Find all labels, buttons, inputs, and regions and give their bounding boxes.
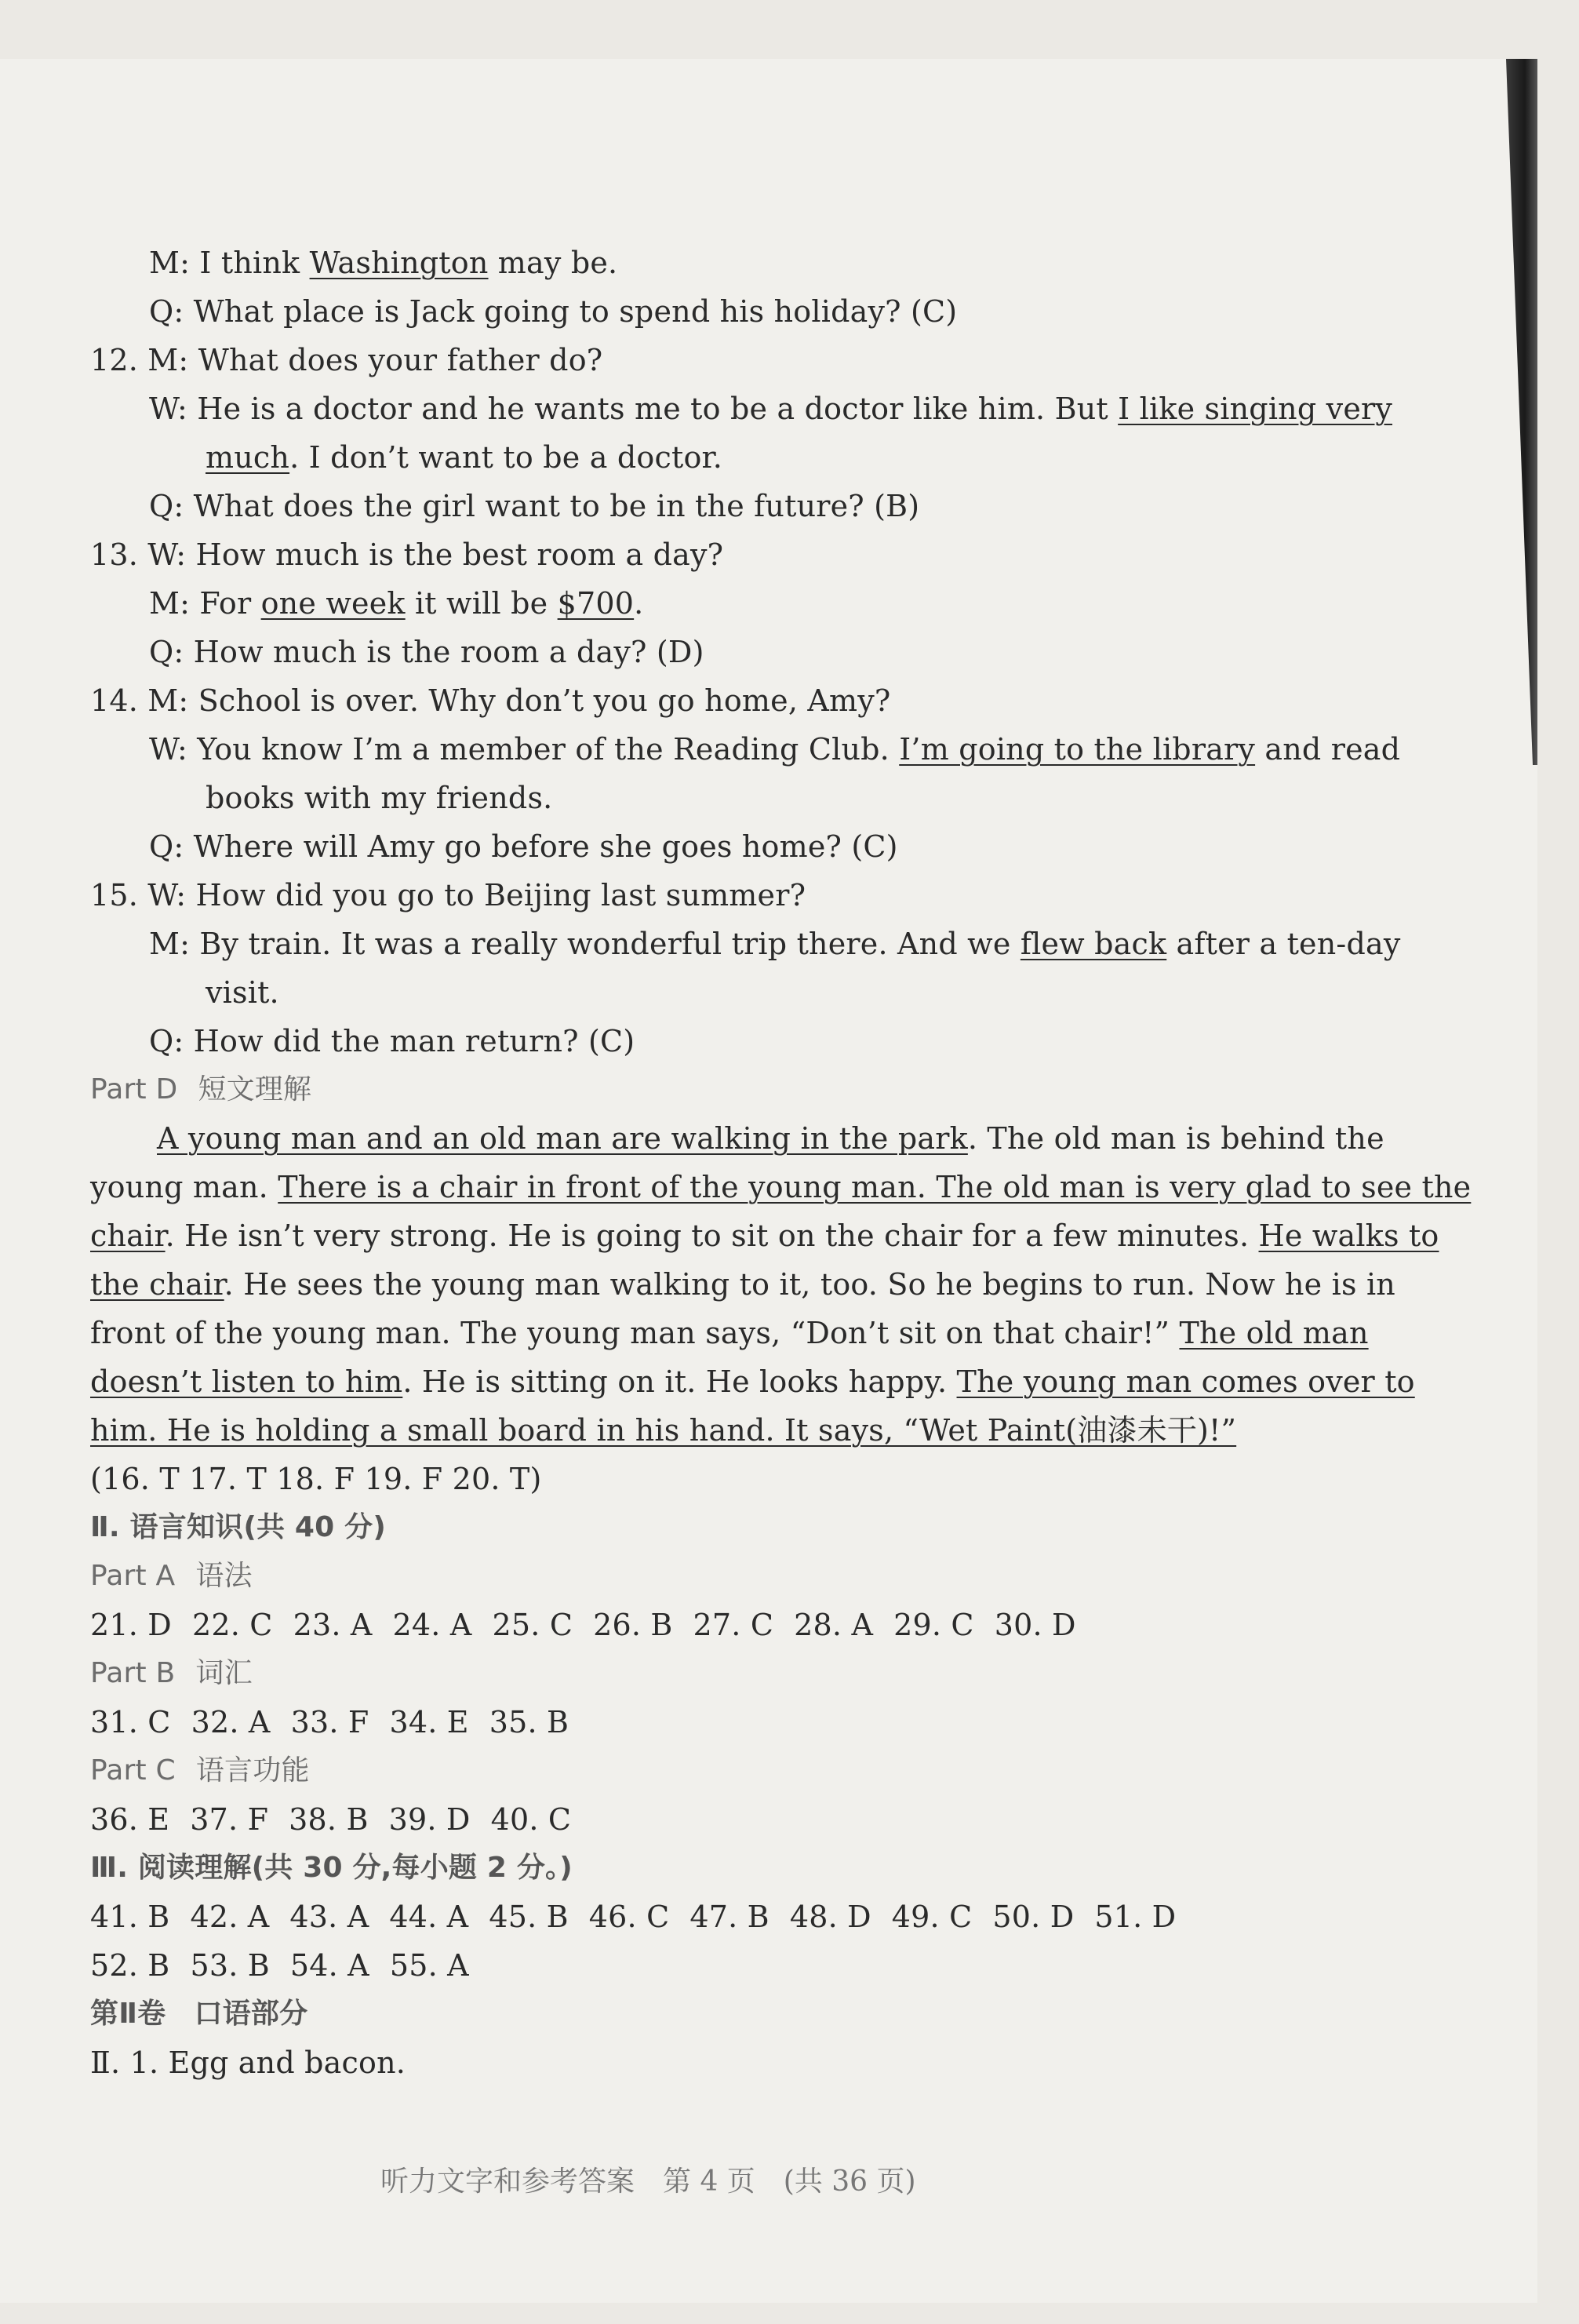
part-heading: Part B 词汇: [90, 1657, 253, 1689]
part-heading: Part A 语法: [90, 1560, 253, 1592]
text-line: M: I think Washington may be.: [149, 246, 618, 280]
text-line: visit.: [206, 975, 279, 1010]
answer-line: 31. C 32. A 33. F 34. E 35. B: [90, 1705, 569, 1739]
answer-line: Ⅱ. 1. Egg and bacon.: [90, 2045, 406, 2080]
text-line: Q: Where will Amy go before she goes home? (C): [149, 829, 898, 864]
paragraph-line: front of the young man. The young man says, “Don’t sit on that chair!” The old man: [90, 1316, 1369, 1350]
paragraph-line: the chair. He sees the young man walking to it, too. So he begins to run. Now he is in: [90, 1267, 1395, 1302]
paragraph-line: young man. There is a chair in front of the young man. The old man is very glad to see the: [90, 1170, 1472, 1204]
answer-line: 52. B 53. B 54. A 55. A: [90, 1948, 469, 1983]
section-heading: Ⅲ. 阅读理解(共 30 分,每小题 2 分。): [90, 1852, 573, 1884]
answer-line: 36. E 37. F 38. B 39. D 40. C: [90, 1802, 572, 1837]
answer-line: 21. D 22. C 23. A 24. A 25. C 26. B 27. C 28. A 29. C 30. D: [90, 1608, 1076, 1642]
text-line: M: For one week it will be $700.: [149, 586, 644, 621]
text-line: 14. M: School is over. Why don’t you go home, Amy?: [90, 683, 891, 718]
paragraph-line: chair. He isn’t very strong. He is going to sit on the chair for a few minutes. He walks to: [90, 1218, 1439, 1253]
page-footer: 听力文字和参考答案 第 4 页 (共 36 页): [380, 2166, 916, 2198]
text-line: Q: What place is Jack going to spend his holiday? (C): [149, 294, 958, 329]
text-line: 15. W: How did you go to Beijing last summer?: [90, 878, 806, 912]
section-heading: Part D 短文理解: [90, 1073, 312, 1106]
part-heading: Part C 语言功能: [90, 1754, 310, 1787]
paragraph-line: doesn’t listen to him. He is sitting on it. He looks happy. The young man comes over to: [90, 1364, 1415, 1399]
answer-line: 41. B 42. A 43. A 44. A 45. B 46. C 47. B 48. D 49. C 50. D 51. D: [90, 1900, 1177, 1934]
text-line: Q: What does the girl want to be in the future? (B): [149, 489, 920, 523]
text-line: much. I don’t want to be a doctor.: [206, 440, 722, 475]
text-line: books with my friends.: [206, 781, 553, 815]
answer-line: (16. T 17. T 18. F 19. F 20. T): [90, 1462, 542, 1496]
text-line: M: By train. It was a really wonderful trip there. And we flew back after a ten-day: [149, 927, 1401, 961]
text-line: 13. W: How much is the best room a day?: [90, 537, 724, 572]
text-line: 12. M: What does your father do?: [90, 343, 603, 377]
paragraph-line: A young man and an old man are walking in the park. The old man is behind the: [157, 1121, 1384, 1156]
text-line: Q: How did the man return? (C): [149, 1024, 635, 1058]
paragraph-line: him. He is holding a small board in his hand. It says, “Wet Paint(油漆未干)!”: [90, 1413, 1237, 1448]
text-line: W: You know I’m a member of the Reading Club. I’m going to the library and read: [149, 732, 1401, 767]
section-heading: Ⅱ. 语言知识(共 40 分): [90, 1511, 386, 1543]
section-heading: 第Ⅱ卷 口语部分: [90, 1998, 308, 2030]
text-line: Q: How much is the room a day? (D): [149, 635, 704, 669]
text-line: W: He is a doctor and he wants me to be a doctor like him. But I like singing very: [149, 392, 1393, 426]
